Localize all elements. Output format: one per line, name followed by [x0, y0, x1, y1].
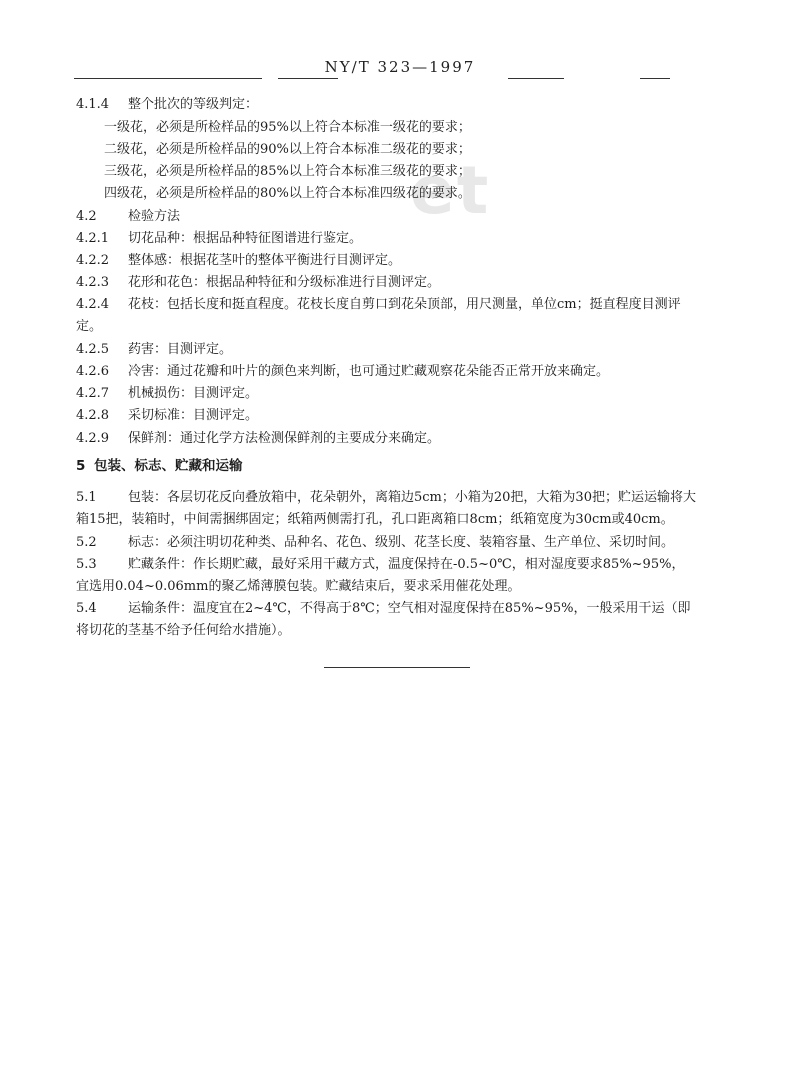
clause-text: 冷害：通过花瓣和叶片的颜色来判断，也可通过贮藏观察花朵能否正常开放来确定。	[128, 364, 610, 379]
clause-text: 整个批次的等级判定：	[128, 97, 259, 112]
clause-text: 检验方法	[128, 209, 181, 224]
clause-number: 4.1.4	[76, 97, 110, 112]
clause-number: 4.2.3	[76, 275, 110, 290]
clause-number: 4.2.5	[76, 342, 110, 357]
clause-text: 运输条件：温度宜在2~4℃，不得高于8℃；空气相对湿度保持在85%~95%，一般采用干运（即	[128, 601, 691, 616]
clause-line	[76, 578, 760, 595]
end-rule	[324, 667, 470, 668]
clause-text: 四级花，必须是所检样品的80%以上符合本标准四级花的要求。	[104, 186, 471, 201]
header-rule-mid	[278, 78, 338, 79]
clause-line	[104, 119, 760, 136]
clause-text: 包装：各层切花反向叠放箱中，花朵朝外，离箱边5cm；小箱为20把，大箱为30把；贮运运输将大	[128, 490, 696, 505]
clause-line	[76, 407, 760, 424]
clause-line	[76, 534, 760, 551]
clause-number: 4.2.7	[76, 386, 110, 401]
clause-line	[76, 274, 760, 291]
clause-line	[76, 230, 760, 247]
clause-line	[104, 163, 760, 180]
clause-number: 5.1	[76, 490, 97, 505]
clause-line	[76, 556, 760, 573]
clause-text: 药害：目测评定。	[128, 342, 233, 357]
clause-line	[76, 318, 760, 335]
clause-text: 整体感：根据花茎叶的整体平衡进行目测评定。	[128, 253, 402, 268]
clause-text: 标志：必须注明切花种类、品种名、花色、级别、花茎长度、装箱容量、生产单位、采切时间。	[128, 535, 675, 550]
clause-text: 箱15把，装箱时，中间需捆绑固定；纸箱两侧需打孔，孔口距离箱口8cm；纸箱宽度为30cm或40cm。	[76, 512, 674, 527]
clause-text: 宜选用0.04~0.06mm的聚乙烯薄膜包装。贮藏结束后，要求采用催花处理。	[76, 579, 521, 594]
watermark: et	[410, 152, 491, 229]
header-rule-right	[508, 78, 564, 79]
clause-line	[76, 600, 760, 617]
clause-line	[76, 511, 760, 528]
clause-text: 三级花，必须是所检样品的85%以上符合本标准三级花的要求；	[104, 164, 471, 179]
clause-line	[76, 430, 760, 447]
clause-text: 一级花，必须是所检样品的95%以上符合本标准一级花的要求；	[104, 120, 471, 135]
clause-text: 定。	[76, 319, 103, 334]
clause-number: 5.4	[76, 601, 97, 616]
clause-number: 4.2.6	[76, 364, 110, 379]
clause-line	[76, 363, 760, 380]
section-number: 5	[76, 458, 86, 474]
clause-number: 4.2.2	[76, 253, 110, 268]
clause-line	[76, 489, 760, 506]
clause-number: 4.2.8	[76, 408, 110, 423]
clause-line	[104, 185, 760, 202]
clause-number: 4.2.1	[76, 231, 110, 246]
clause-line	[76, 296, 760, 313]
clause-line	[104, 141, 760, 158]
clause-text: 花枝：包括长度和挺直程度。花枝长度自剪口到花朵顶部，用尺测量，单位cm；挺直程度目测评	[128, 297, 681, 312]
clause-text: 切花品种：根据品种特征图谱进行鉴定。	[128, 231, 363, 246]
clause-text: 保鲜剂：通过化学方法检测保鲜剂的主要成分来确定。	[128, 431, 441, 446]
clause-number: 5.2	[76, 535, 97, 550]
clause-number: 4.2	[76, 209, 97, 224]
clause-text: 将切花的茎基不给予任何给水措施）。	[76, 623, 291, 638]
clause-text: 二级花，必须是所检样品的90%以上符合本标准二级花的要求；	[104, 142, 471, 157]
standard-code: NY/T 323—1997	[324, 58, 476, 76]
clause-line	[76, 622, 760, 639]
clause-text: 采切标准：目测评定。	[128, 408, 259, 423]
clause-line	[76, 208, 760, 225]
clause-number: 4.2.9	[76, 431, 110, 446]
header-rule-left	[74, 78, 262, 79]
clause-line	[76, 96, 760, 113]
clause-line	[76, 252, 760, 269]
clause-text: 贮藏条件：作长期贮藏，最好采用干藏方式，温度保持在-0.5~0℃，相对湿度要求85%~95%，	[128, 557, 685, 572]
clause-line	[76, 385, 760, 402]
header-rule-far-right	[640, 78, 670, 79]
clause-number: 5.3	[76, 557, 97, 572]
clause-number: 4.2.4	[76, 297, 110, 312]
section-title: 包装、标志、贮藏和运输	[94, 458, 243, 474]
clause-line	[76, 341, 760, 358]
section-heading	[76, 458, 760, 475]
clause-text: 机械损伤：目测评定。	[128, 386, 259, 401]
clause-text: 花形和花色：根据品种特征和分级标准进行目测评定。	[128, 275, 441, 290]
